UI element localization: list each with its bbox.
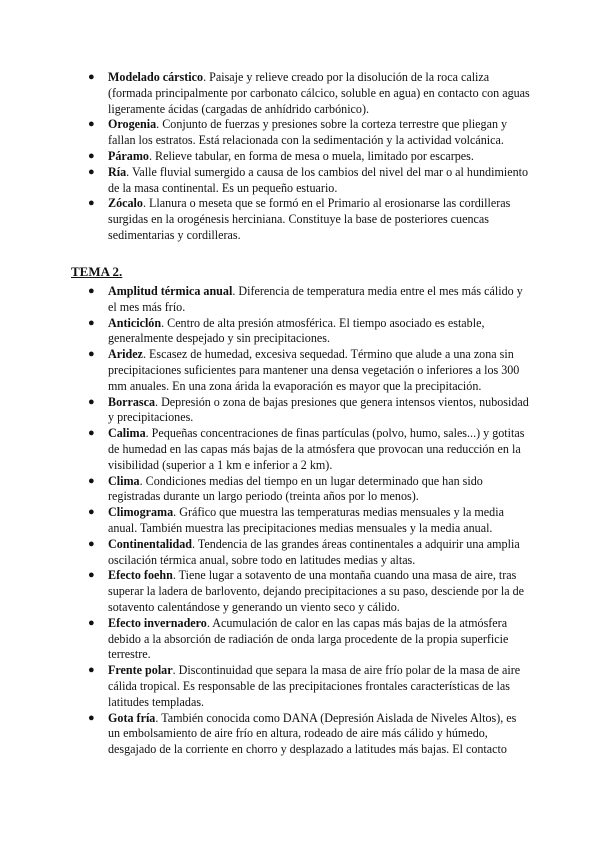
glossary-list-tema-2: [84, 284, 530, 758]
glossary-term: Clima: [108, 473, 140, 488]
glossary-term: Frente polar: [108, 663, 173, 678]
glossary-definition: . Tendencia de las grandes áreas continentales a adquirir una amplia oscilación térmica anual, sobre todo en latitudes medias y altas.: [108, 536, 520, 567]
glossary-definition: . Acumulación de calor en las capas más bajas de la atmósfera debido a la absorción de radiación de onda larga procedente de la propia superficie terrestre.: [108, 615, 509, 662]
bullet-icon: ●: [88, 537, 95, 550]
glossary-term: Amplitud térmica anual: [108, 284, 233, 298]
glossary-term: Continentalidad: [108, 536, 193, 551]
list-item: [84, 568, 530, 615]
bullet-icon: ●: [88, 118, 95, 131]
glossary-definition: . Diferencia de temperatura media entre el mes más cálido y el mes más frío.: [108, 284, 523, 314]
list-item: [84, 711, 530, 758]
glossary-list-tema-1: [84, 70, 530, 244]
list-item: [84, 165, 530, 197]
glossary-definition: . Escasez de humedad, excesiva sequedad. Término que alude a una zona sin precipitaciones suficientes para mantener una densa vegetación o inferiores a los 300 mm anuales. En una zona árida la evaporación es mayor que la precipitación.: [108, 347, 520, 393]
list-item: [84, 316, 530, 348]
glossary-term: Borrasca: [108, 394, 156, 409]
bullet-icon: ●: [88, 474, 95, 487]
section-heading: TEMA 2.: [71, 264, 123, 279]
bullet-icon: ●: [88, 149, 95, 162]
list-item: [84, 347, 530, 394]
glossary-term: Efecto foehn: [108, 568, 173, 583]
list-item: [84, 663, 530, 710]
glossary-definition: . Tiene lugar a sotavento de una montaña cuando una masa de aire, tras superar la ladera de barlovento, dejando precipitaciones a su paso, desciende por la de sotavento calentándose y generando un viento seco y cálido.: [108, 568, 525, 614]
list-item: [84, 70, 530, 117]
bullet-icon: ●: [88, 348, 95, 361]
glossary-term: Aridez: [108, 347, 143, 362]
list-item: [84, 505, 530, 537]
bullet-icon: ●: [88, 616, 95, 629]
glossary-term: Gota fría: [108, 710, 156, 725]
glossary-term: Páramo: [108, 148, 149, 163]
bullet-icon: ●: [88, 71, 95, 83]
bullet-icon: ●: [88, 569, 95, 582]
bullet-icon: ●: [88, 506, 95, 519]
glossary-term: Climograma: [108, 505, 174, 520]
bullet-icon: ●: [88, 165, 95, 178]
glossary-definition: . Centro de alta presión atmosférica. El tiempo asociado es estable, generalmente despejado y sin precipitaciones.: [108, 315, 485, 346]
list-item: [84, 537, 530, 569]
glossary-definition: . Relieve tabular, en forma de mesa o muela, limitado por escarpes.: [148, 148, 474, 163]
glossary-definition: . Pequeñas concentraciones de finas partículas (polvo, humo, sales...) y gotitas de humedad en las capas más bajas de la atmósfera que provocan una reducción en la visibilidad (superior a 1 km e inferior a 2 km).: [108, 426, 525, 472]
bullet-icon: ●: [88, 711, 95, 724]
bullet-icon: ●: [88, 285, 95, 297]
glossary-definition: . Discontinuidad que separa la masa de aire frío polar de la masa de aire cálida tropical. Es responsable de las precipitaciones frontales características de las latitudes templadas.: [108, 663, 521, 709]
glossary-definition: . Condiciones medias del tiempo en un lugar determinado que han sido registradas durante un largo periodo (treinta años por lo menos).: [108, 473, 483, 504]
list-item: [84, 117, 530, 149]
glossary-term: Zócalo: [108, 196, 143, 211]
bullet-icon: ●: [88, 664, 95, 677]
list-item: [84, 395, 530, 427]
glossary-term: Efecto invernadero: [108, 615, 207, 630]
glossary-definition: . Conjunto de fuerzas y presiones sobre la corteza terrestre que pliegan y fallan los estratos. Está relacionada con la sedimentación y la actividad volcánica.: [108, 117, 508, 148]
glossary-definition: . Gráfico que muestra las temperaturas medias mensuales y la media anual. También muestra las precipitaciones medias mensuales y la media anual.: [108, 505, 504, 535]
list-item: [84, 426, 530, 473]
glossary-term: Anticiclón: [108, 315, 162, 330]
glossary-term: Calima: [108, 426, 146, 441]
glossary-definition: . Valle fluvial sumergido a causa de los cambios del nivel del mar o al hundimiento de la masa continental. Es un pequeño estuario.: [108, 164, 529, 195]
glossary-definition: . También conocida como DANA (Depresión Aislada de Niveles Altos), es un embolsamiento de aire frío en altura, rodeado de aire más cálido y húmedo, desgajado de la corriente en chorro y desplazado a latitudes más bajas. El contacto: [108, 710, 517, 757]
bullet-icon: ●: [88, 197, 95, 210]
glossary-definition: . Llanura o meseta que se formó en el Primario al erosionarse las cordilleras surgidas en la orogénesis herciniana. Constituye la base de posteriores cuencas sedimentarias y cordilleras.: [108, 196, 511, 242]
list-item: [84, 149, 530, 165]
glossary-term: Orogenia: [108, 117, 157, 132]
bullet-icon: ●: [88, 427, 95, 440]
bullet-icon: ●: [88, 395, 95, 408]
glossary-term: Modelado cárstico: [108, 70, 204, 84]
list-item: [84, 196, 530, 243]
glossary-definition: . Paisaje y relieve creado por la disolución de la roca caliza (formada principalmente por carbonato cálcico, soluble en agua) en contacto con aguas ligeramente ácidas (cargadas de anhídrido carbónico).: [108, 70, 530, 116]
list-item: [84, 616, 530, 663]
list-item: [84, 474, 530, 506]
glossary-definition: . Depresión o zona de bajas presiones que genera intensos vientos, nubosidad y precipitaciones.: [108, 394, 529, 425]
glossary-term: Ría: [108, 164, 127, 179]
list-item: [84, 284, 530, 316]
bullet-icon: ●: [88, 316, 95, 329]
